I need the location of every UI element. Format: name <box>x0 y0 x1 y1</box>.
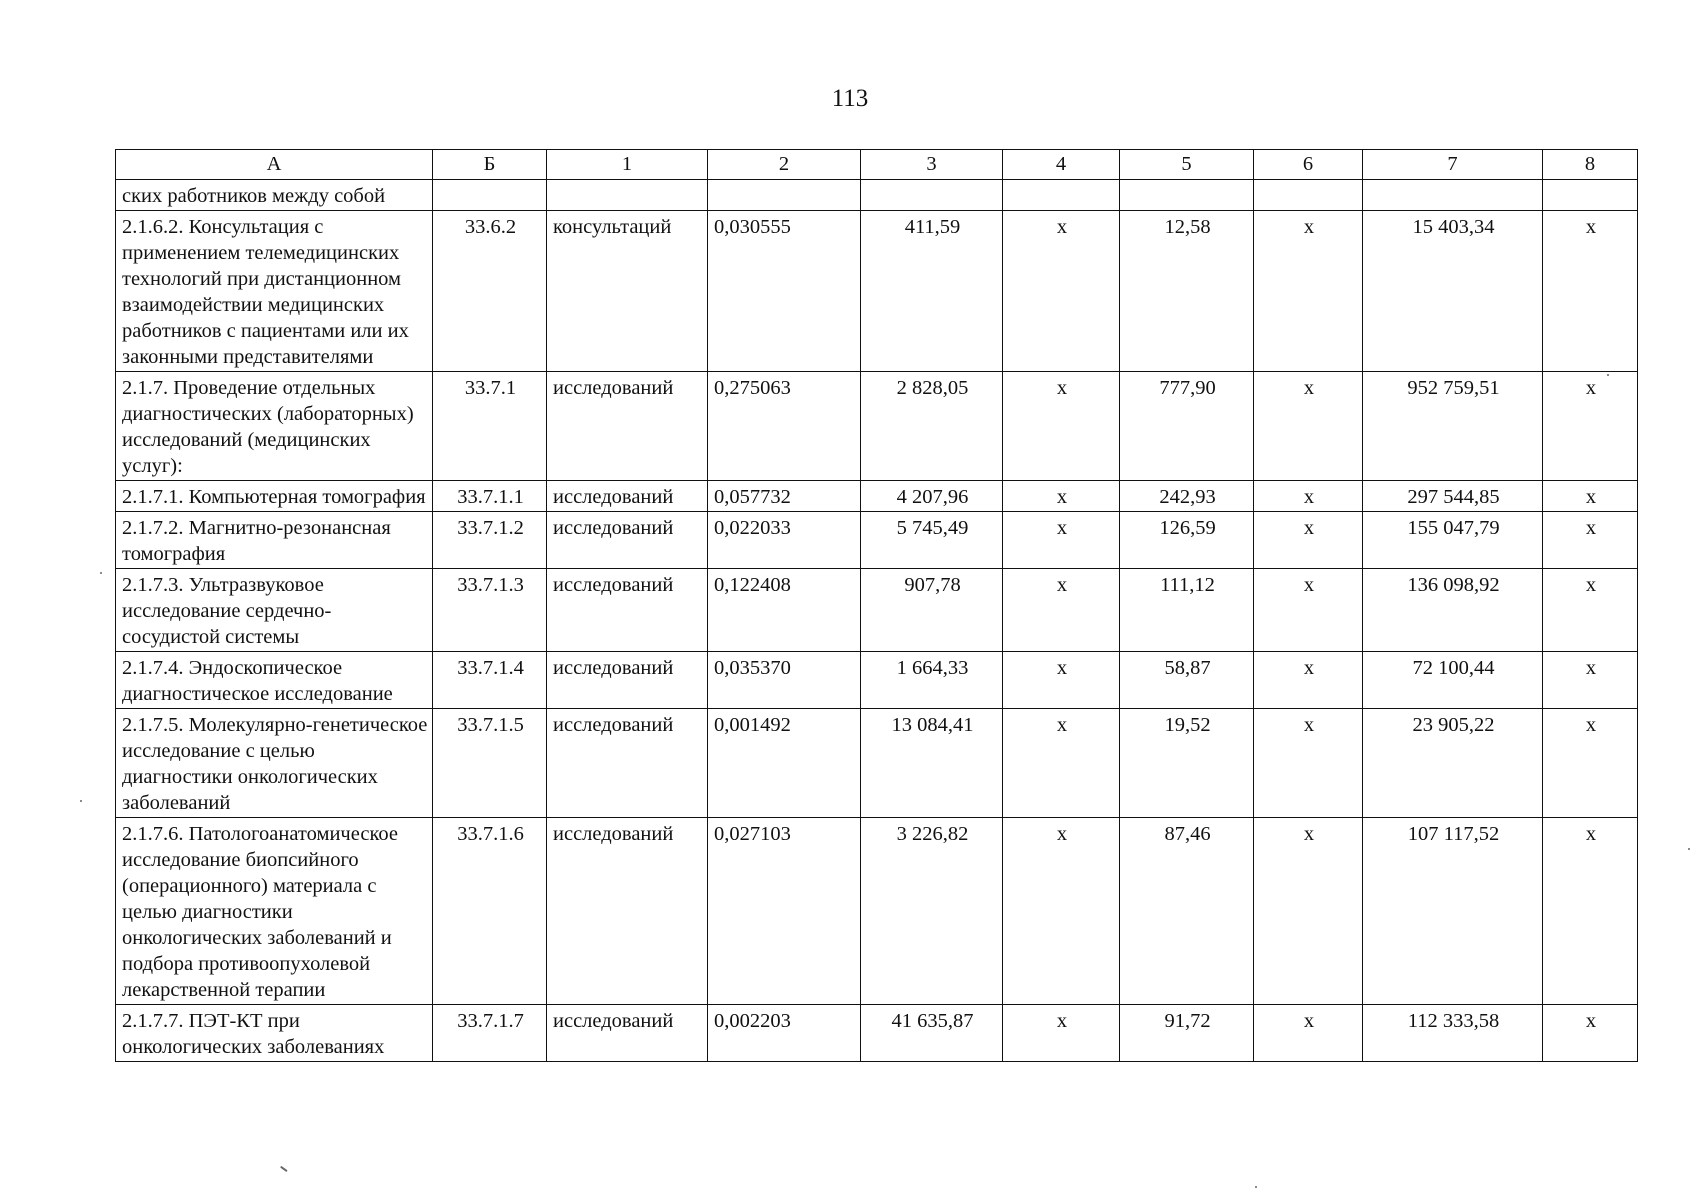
cell-col-5: 12,58 <box>1120 211 1254 372</box>
cell-col-3: 13 084,41 <box>861 709 1003 818</box>
cell-col-3: 3 226,82 <box>861 818 1003 1005</box>
cell-code: 33.7.1.6 <box>433 818 547 1005</box>
cell-code: 33.7.1 <box>433 372 547 481</box>
indicator-table <box>115 149 1638 1062</box>
cell-col-7: 23 905,22 <box>1363 709 1543 818</box>
header-cell-4: 4 <box>1003 150 1120 180</box>
cell-code: 33.7.1.2 <box>433 512 547 569</box>
cell-col-4 <box>1003 180 1120 211</box>
cell-col-6: х <box>1254 512 1363 569</box>
table-row <box>116 211 1638 372</box>
header-cell-5: 5 <box>1120 150 1254 180</box>
cell-col-8 <box>1543 180 1638 211</box>
cell-col-7: 952 759,51 <box>1363 372 1543 481</box>
cell-col-4: х <box>1003 709 1120 818</box>
cell-name: 2.1.6.2. Консультация с применением телемедицинских технологий при дистанционном взаимодействии медицинских работников с пациентами или их законными представителями <box>116 211 433 372</box>
cell-col-5: 58,87 <box>1120 652 1254 709</box>
cell-code: 33.7.1.5 <box>433 709 547 818</box>
cell-col-6: х <box>1254 569 1363 652</box>
scan-speck <box>1688 848 1690 850</box>
header-cell-6: 6 <box>1254 150 1363 180</box>
cell-col-5 <box>1120 180 1254 211</box>
table-row <box>116 372 1638 481</box>
cell-col-8: х <box>1543 481 1638 512</box>
cell-col-6: х <box>1254 818 1363 1005</box>
cell-col-4: х <box>1003 512 1120 569</box>
cell-col-7: 155 047,79 <box>1363 512 1543 569</box>
cell-unit: исследований <box>547 512 708 569</box>
table-row <box>116 481 1638 512</box>
cell-name: 2.1.7. Проведение отдельных диагностических (лабораторных) исследований (медицинских услуг): <box>116 372 433 481</box>
cell-col-7: 15 403,34 <box>1363 211 1543 372</box>
cell-col-7: 107 117,52 <box>1363 818 1543 1005</box>
table-row <box>116 512 1638 569</box>
cell-code: 33.7.1.3 <box>433 569 547 652</box>
header-cell-8: 8 <box>1543 150 1638 180</box>
cell-col-6: х <box>1254 372 1363 481</box>
cell-name: ских работников между собой <box>116 180 433 211</box>
cell-name: 2.1.7.1. Компьютерная томография <box>116 481 433 512</box>
cell-col-8: х <box>1543 372 1638 481</box>
cell-unit <box>547 180 708 211</box>
cell-col-5: 777,90 <box>1120 372 1254 481</box>
table-row <box>116 569 1638 652</box>
cell-col-2: 0,035370 <box>708 652 861 709</box>
table-header <box>116 150 1638 180</box>
cell-col-2 <box>708 180 861 211</box>
cell-col-2: 0,275063 <box>708 372 861 481</box>
cell-col-4: х <box>1003 652 1120 709</box>
cell-col-3: 907,78 <box>861 569 1003 652</box>
table-row <box>116 1005 1638 1062</box>
cell-col-6: х <box>1254 211 1363 372</box>
table-row <box>116 180 1638 211</box>
table-row <box>116 709 1638 818</box>
cell-col-5: 87,46 <box>1120 818 1254 1005</box>
scan-speck <box>1255 1186 1257 1188</box>
cell-name: 2.1.7.5. Молекулярно-генетическое исследование с целью диагностики онкологических заболеваний <box>116 709 433 818</box>
cell-col-8: х <box>1543 652 1638 709</box>
header-cell-1: 1 <box>547 150 708 180</box>
cell-col-4: х <box>1003 569 1120 652</box>
cell-unit: исследований <box>547 372 708 481</box>
cell-code: 33.7.1.7 <box>433 1005 547 1062</box>
cell-name: 2.1.7.4. Эндоскопическое диагностическое исследование <box>116 652 433 709</box>
cell-col-2: 0,057732 <box>708 481 861 512</box>
cell-col-2: 0,002203 <box>708 1005 861 1062</box>
cell-col-2: 0,030555 <box>708 211 861 372</box>
table-row <box>116 818 1638 1005</box>
cell-col-7: 136 098,92 <box>1363 569 1543 652</box>
cell-col-3: 41 635,87 <box>861 1005 1003 1062</box>
cell-unit: консультаций <box>547 211 708 372</box>
table-row <box>116 652 1638 709</box>
page-number: 113 <box>831 85 869 112</box>
cell-name: 2.1.7.6. Патологоанатомическое исследование биопсийного (операционного) материала с целью диагностики онкологических заболеваний и подбора противоопухолевой лекарственной терапии <box>116 818 433 1005</box>
header-cell-a: А <box>116 150 433 180</box>
cell-col-3: 411,59 <box>861 211 1003 372</box>
cell-col-5: 111,12 <box>1120 569 1254 652</box>
cell-col-8: х <box>1543 211 1638 372</box>
cell-unit: исследований <box>547 709 708 818</box>
cell-unit: исследований <box>547 481 708 512</box>
cell-col-7: 112 333,58 <box>1363 1005 1543 1062</box>
cell-col-5: 242,93 <box>1120 481 1254 512</box>
cell-col-5: 126,59 <box>1120 512 1254 569</box>
cell-name: 2.1.7.3. Ультразвуковое исследование сердечно-сосудистой системы <box>116 569 433 652</box>
cell-col-2: 0,022033 <box>708 512 861 569</box>
cell-col-8: х <box>1543 569 1638 652</box>
cell-name: 2.1.7.2. Магнитно-резонансная томография <box>116 512 433 569</box>
header-cell-b: Б <box>433 150 547 180</box>
header-row <box>116 150 1638 180</box>
cell-col-6: х <box>1254 481 1363 512</box>
scan-speck <box>80 800 82 802</box>
cell-col-6 <box>1254 180 1363 211</box>
header-cell-7: 7 <box>1363 150 1543 180</box>
scan-speck <box>280 1166 287 1172</box>
cell-col-8: х <box>1543 1005 1638 1062</box>
cell-col-4: х <box>1003 372 1120 481</box>
cell-col-6: х <box>1254 652 1363 709</box>
cell-col-4: х <box>1003 211 1120 372</box>
header-cell-2: 2 <box>708 150 861 180</box>
cell-col-7 <box>1363 180 1543 211</box>
cell-col-2: 0,122408 <box>708 569 861 652</box>
cell-col-2: 0,027103 <box>708 818 861 1005</box>
cell-col-8: х <box>1543 818 1638 1005</box>
cell-name: 2.1.7.7. ПЭТ-КТ при онкологических заболеваниях <box>116 1005 433 1062</box>
scan-speck <box>100 572 102 574</box>
cell-code <box>433 180 547 211</box>
cell-col-5: 91,72 <box>1120 1005 1254 1062</box>
cell-col-3: 4 207,96 <box>861 481 1003 512</box>
cell-col-5: 19,52 <box>1120 709 1254 818</box>
cell-col-6: х <box>1254 1005 1363 1062</box>
cell-code: 33.7.1.4 <box>433 652 547 709</box>
cell-unit: исследований <box>547 652 708 709</box>
cell-col-8: х <box>1543 709 1638 818</box>
header-cell-3: 3 <box>861 150 1003 180</box>
cell-col-8: х <box>1543 512 1638 569</box>
cell-col-3: 5 745,49 <box>861 512 1003 569</box>
cell-col-7: 72 100,44 <box>1363 652 1543 709</box>
scan-speck <box>1607 374 1609 376</box>
cell-col-7: 297 544,85 <box>1363 481 1543 512</box>
cell-col-3: 1 664,33 <box>861 652 1003 709</box>
cell-col-4: х <box>1003 1005 1120 1062</box>
cell-col-3 <box>861 180 1003 211</box>
cell-unit: исследований <box>547 818 708 1005</box>
cell-code: 33.6.2 <box>433 211 547 372</box>
cell-col-2: 0,001492 <box>708 709 861 818</box>
cell-col-4: х <box>1003 481 1120 512</box>
cell-unit: исследований <box>547 569 708 652</box>
cell-unit: исследований <box>547 1005 708 1062</box>
cell-col-4: х <box>1003 818 1120 1005</box>
table-body <box>116 180 1638 1062</box>
cell-col-6: х <box>1254 709 1363 818</box>
cell-code: 33.7.1.1 <box>433 481 547 512</box>
cell-col-3: 2 828,05 <box>861 372 1003 481</box>
